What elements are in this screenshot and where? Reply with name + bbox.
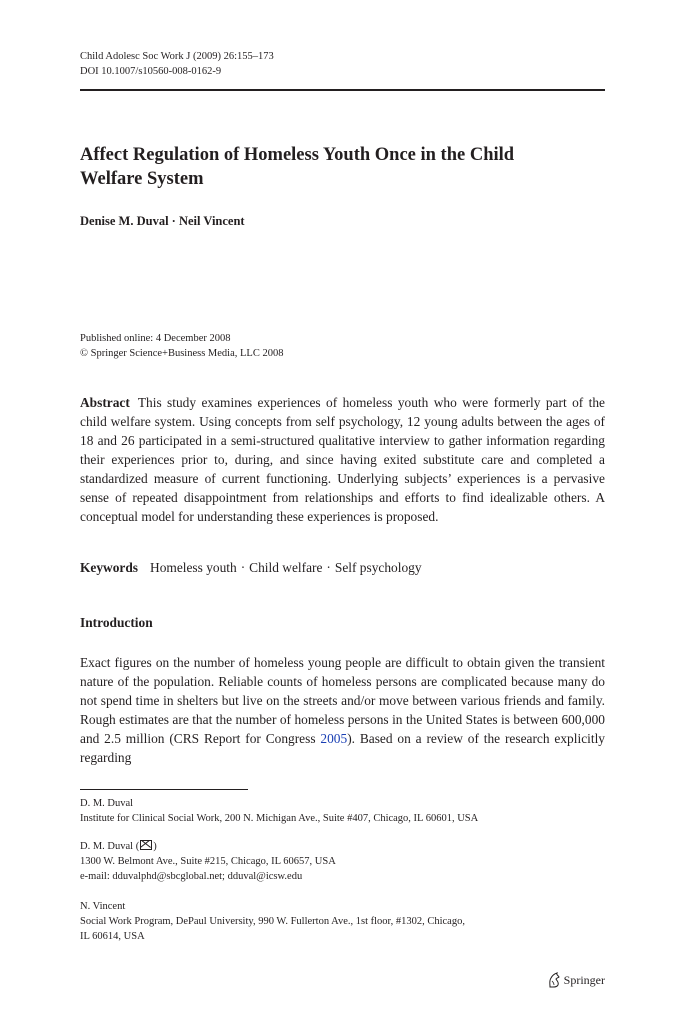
footnote-divider [80, 789, 248, 790]
title-line-2: Welfare System [80, 169, 204, 189]
affiliation-address-line-1: Social Work Program, DePaul University, 990 W. Fullerton Ave., 1st floor, #1302, Chicago, [80, 916, 465, 927]
authors: Denise M. Duval · Neil Vincent [80, 214, 245, 228]
introduction-paragraph [80, 653, 605, 767]
publication-info [80, 331, 283, 361]
affiliation-name [80, 839, 336, 854]
journal-header [80, 50, 274, 79]
keyword-separator: · [240, 560, 246, 575]
keywords [80, 560, 605, 576]
keyword-3: Self psychology [334, 560, 422, 575]
intro-text-after: ). Based on a review of the research explicitly regarding [80, 731, 605, 765]
abstract-label: Abstract [80, 395, 130, 410]
keyword-separator: · [326, 560, 331, 575]
publisher-name: Springer [563, 972, 605, 987]
affiliation-email[interactable]: e-mail: dduvalphd@sbcglobal.net; dduval@icsw.edu [80, 871, 303, 882]
affiliation-address: Institute for Clinical Social Work, 200 N. Michigan Ave., Suite #407, Chicago, IL 60601, USA [80, 813, 479, 824]
affiliation-name-close: ) [153, 841, 157, 852]
section-heading-introduction: Introduction [80, 615, 153, 630]
envelope-icon [140, 840, 152, 850]
affiliation-address-line-2: IL 60614, USA [80, 931, 145, 942]
abstract-text: This study examines experiences of homeless youth who were formerly part of the child welfare system. Using concepts from self psychology, 12 young adults between the ages of 18 and 26 participated in a semi-structured qualitative interview to gather information regarding their experiences prior to, during, and since having exited substitute care and completed a standardized measure of current functioning. Underlying subjects’ experiences is a pervasive sense of repeated disappointment from relationships and efforts to find idealizable others. A conceptual model for understanding these experiences is proposed. [80, 395, 605, 524]
affiliation-3 [80, 899, 605, 944]
affiliation-1 [80, 796, 478, 826]
affiliation-name: D. M. Duval [80, 798, 134, 809]
springer-horse-icon [547, 972, 561, 988]
affiliation-name-text: D. M. Duval ( [80, 841, 140, 852]
abstract [80, 393, 605, 526]
journal-citation: Child Adolesc Soc Work J (2009) 26:155–173 [80, 51, 274, 62]
keyword-1: Homeless youth [150, 560, 237, 575]
publisher-logo [547, 972, 605, 988]
affiliation-address: 1300 W. Belmont Ave., Suite #215, Chicago, IL 60657, USA [80, 856, 336, 867]
citation-link[interactable]: 2005 [320, 731, 348, 746]
copyright: © Springer Science+Business Media, LLC 2008 [80, 348, 284, 359]
keywords-label: Keywords [80, 560, 139, 575]
keyword-2: Child welfare [249, 560, 323, 575]
affiliation-name: N. Vincent [80, 901, 126, 912]
affiliation-2 [80, 839, 336, 884]
title-line-1: Affect Regulation of Homeless Youth Once in the Child [80, 145, 515, 165]
header-divider [80, 89, 605, 91]
published-date: Published online: 4 December 2008 [80, 333, 231, 344]
doi: DOI 10.1007/s10560-008-0162-9 [80, 65, 222, 77]
intro-text-before: Exact figures on the number of homeless young people are difficult to obtain given the transient nature of the population. Reliable counts of homeless persons are complicated because many do not spend time in shelters but live on the streets and/or move between various friends and family. Rough estimates are that the number of homeless persons in the United States is between 600,000 and 2.5 million (CRS Report for Congress [80, 655, 605, 746]
article-title [80, 143, 605, 191]
